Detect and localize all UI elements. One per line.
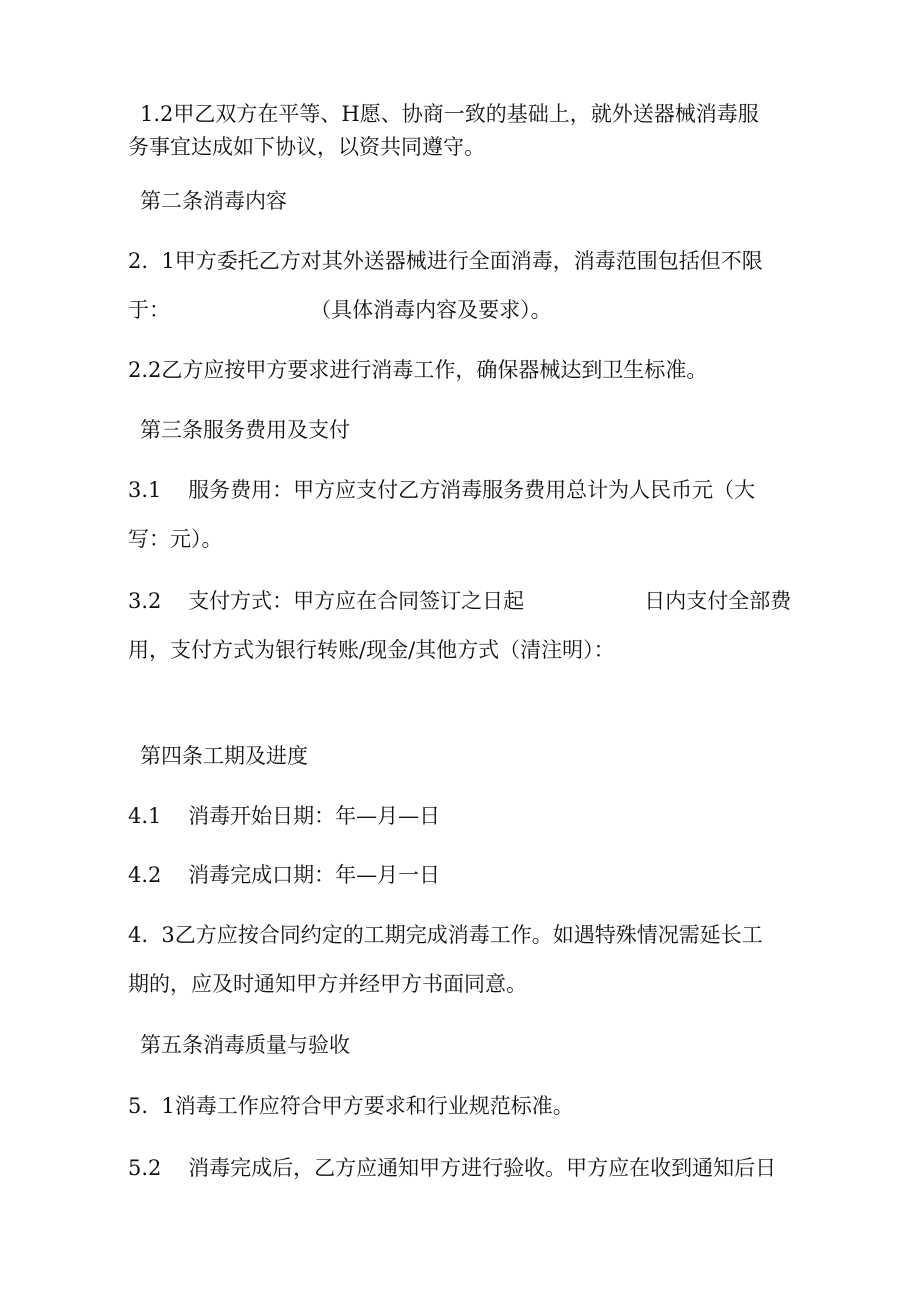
clause-2-2: 2.2乙方应按甲方要求进行消毒工作，确保器械达到卫生标准。 bbox=[128, 358, 708, 382]
clause-4-3-line-1: 4. 3乙方应按合同约定的工期完成消毒工作。如遇特殊情况需延长工 bbox=[128, 923, 763, 947]
clause-4-3-line-2: 期的，应及时通知甲方并经甲方书面同意。 bbox=[128, 972, 527, 996]
clause-5-1: 5. 1消毒工作应符合甲方要求和行业规范标准。 bbox=[128, 1094, 574, 1118]
clause-3-1-line-1: 3.1 服务费用：甲方应支付乙方消毒服务费用总计为人民币元（大 bbox=[128, 478, 756, 502]
clause-3-2-line-1: 3.2 支付方式：甲方应在合同签订之日起 日内支付全部费 bbox=[128, 589, 792, 613]
article-3-heading: 第三条服务费用及支付 bbox=[140, 418, 350, 442]
article-2-heading: 第二条消毒内容 bbox=[140, 189, 287, 213]
clause-3-1-line-2: 写：元）。 bbox=[128, 527, 223, 551]
clause-2-1-line-1: 2. 1甲方委托乙方对其外送器械进行全面消毒，消毒范围包括但不限 bbox=[128, 249, 763, 273]
article-4-heading: 第四条工期及进度 bbox=[140, 744, 308, 768]
clause-1-2-line-2: 务事宜达成如下协议，以资共同遵守。 bbox=[128, 135, 485, 159]
clause-4-2: 4.2 消毒完成口期：年—月一日 bbox=[128, 863, 441, 887]
clause-2-1-line-2: 于： （具体消毒内容及要求）。 bbox=[128, 298, 552, 322]
article-5-heading: 第五条消毒质量与验收 bbox=[140, 1033, 350, 1057]
clause-1-2-line-1: 1.2甲乙双方在平等、H愿、协商一致的基础上，就外送器械消毒服 bbox=[140, 102, 759, 126]
clause-5-2-line-1: 5.2 消毒完成后，乙方应通知甲方进行验收。甲方应在收到通知后日 bbox=[128, 1156, 777, 1180]
clause-4-1: 4.1 消毒开始日期：年—月—日 bbox=[128, 804, 441, 828]
clause-3-2-line-2: 用，支付方式为银行转账/现金/其他方式（清注明）： bbox=[128, 638, 615, 662]
